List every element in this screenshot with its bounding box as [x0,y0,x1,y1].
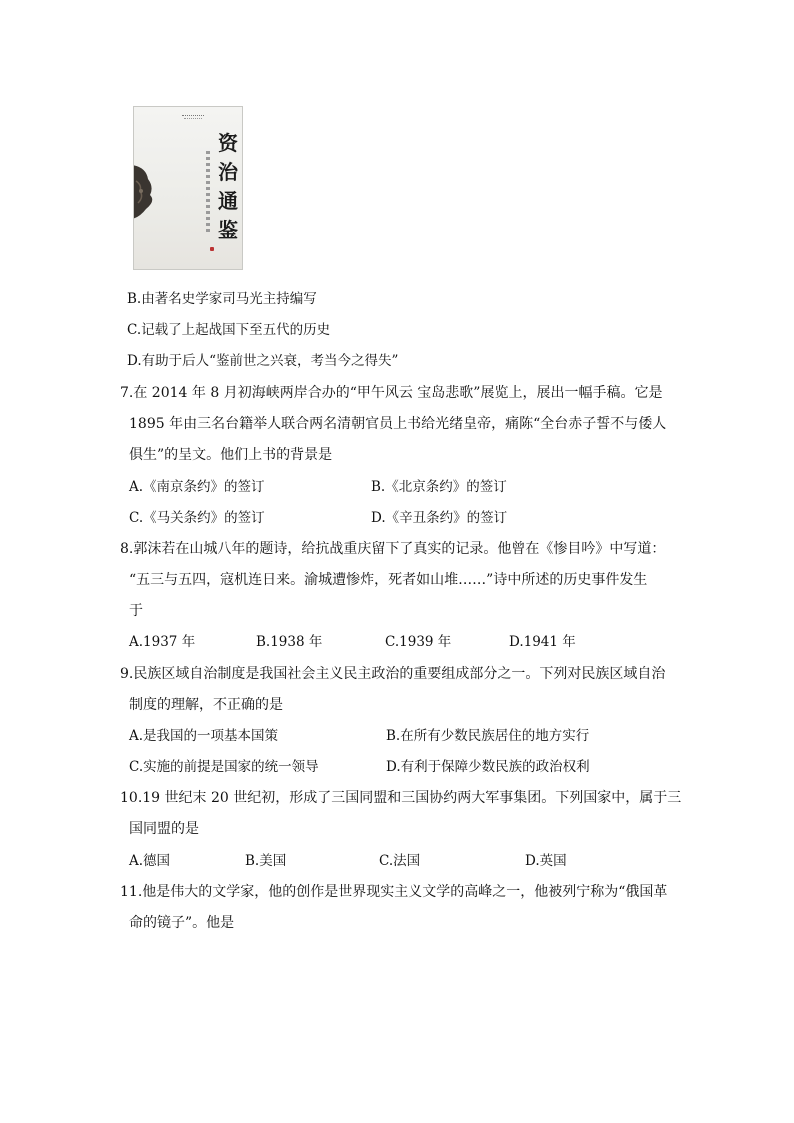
q8-option-d: D.1941 年 [509,634,576,650]
q8-option-a: A.1937 年 [129,634,196,650]
q7-option-b: B.《北京条约》的签订 [371,479,507,495]
cover-title-char: 鉴 [218,218,238,242]
q9-stem-line-1: 9.民族区域自治制度是我国社会主义民主政治的重要组成部分之一。下列对民族区域自治 [120,666,666,682]
q8-stem-line-3: 于 [129,603,143,619]
q9-option-d: D.有利于保障少数民族的政治权利 [386,759,590,775]
q7-option-c: C.《马关条约》的签订 [129,510,265,526]
q8-option-b: B.1938 年 [256,634,323,650]
q10-option-a: A.德国 [129,853,171,869]
q10-option-c: C.法国 [379,853,421,869]
cover-author-line [184,118,202,120]
bronze-vessel-illustration [133,161,162,221]
q6-option-d: D.有助于后人“鉴前世之兴衰，考当今之得失” [127,353,399,369]
cover-title-char: 治 [218,160,238,184]
q7-option-d: D.《辛丑条约》的签订 [371,510,508,526]
q10-stem-line-2: 国同盟的是 [129,821,199,837]
q10-stem-line-1: 10.19 世纪末 20 世纪初，形成了三国同盟和三国协约两大军事集团。下列国家中，属于三 [120,790,682,806]
q8-stem-line-1: 8.郭沫若在山城八年的题诗，给抗战重庆留下了真实的记录。他曾在《惨目吟》中写道： [120,541,666,557]
q11-stem-line-2: 命的镜子”。他是 [129,915,235,931]
q9-option-b: B.在所有少数民族居住的地方实行 [386,728,590,744]
q7-stem-line-3: 俱生”的呈文。他们上书的背景是 [129,447,333,463]
publisher-seal [210,247,214,251]
q7-stem-line-2: 1895 年由三名台籍举人联合两名清朝官员上书给光绪皇帝，痛陈“全台赤子誓不与倭人 [129,416,667,432]
cover-title-char: 通 [218,189,238,213]
q6-option-b: B.由著名史学家司马光主持编写 [127,291,317,307]
q6-option-c: C.记载了上起战国下至五代的历史 [127,322,331,338]
q11-stem-line-1: 11.他是伟大的文学家，他的创作是世界现实主义文学的高峰之一，他被列宁称为“俄国革 [120,884,668,900]
q7-stem-line-1: 7.在 2014 年 8 月初海峡两岸合办的“甲午风云 宝岛悲歌”展览上，展出一幅手稿。它是 [120,385,663,401]
q10-option-d: D.英国 [525,853,567,869]
cover-title-char: 资 [218,131,238,155]
cover-title [216,129,240,245]
q8-option-c: C.1939 年 [385,634,452,650]
q7-option-a: A.《南京条约》的签订 [129,479,265,495]
q9-stem-line-2: 制度的理解，不正确的是 [129,697,283,713]
q10-option-b: B.美国 [245,853,287,869]
book-cover-image [133,106,243,270]
q9-option-a: A.是我国的一项基本国策 [129,728,279,744]
q8-stem-line-2: “五三与五四，寇机连日来。渝城遭惨炸，死者如山堆……”诗中所述的历史事件发生 [129,572,648,588]
q9-option-c: C.实施的前提是国家的统一领导 [129,759,319,775]
cover-subtitle-strip [206,151,210,233]
